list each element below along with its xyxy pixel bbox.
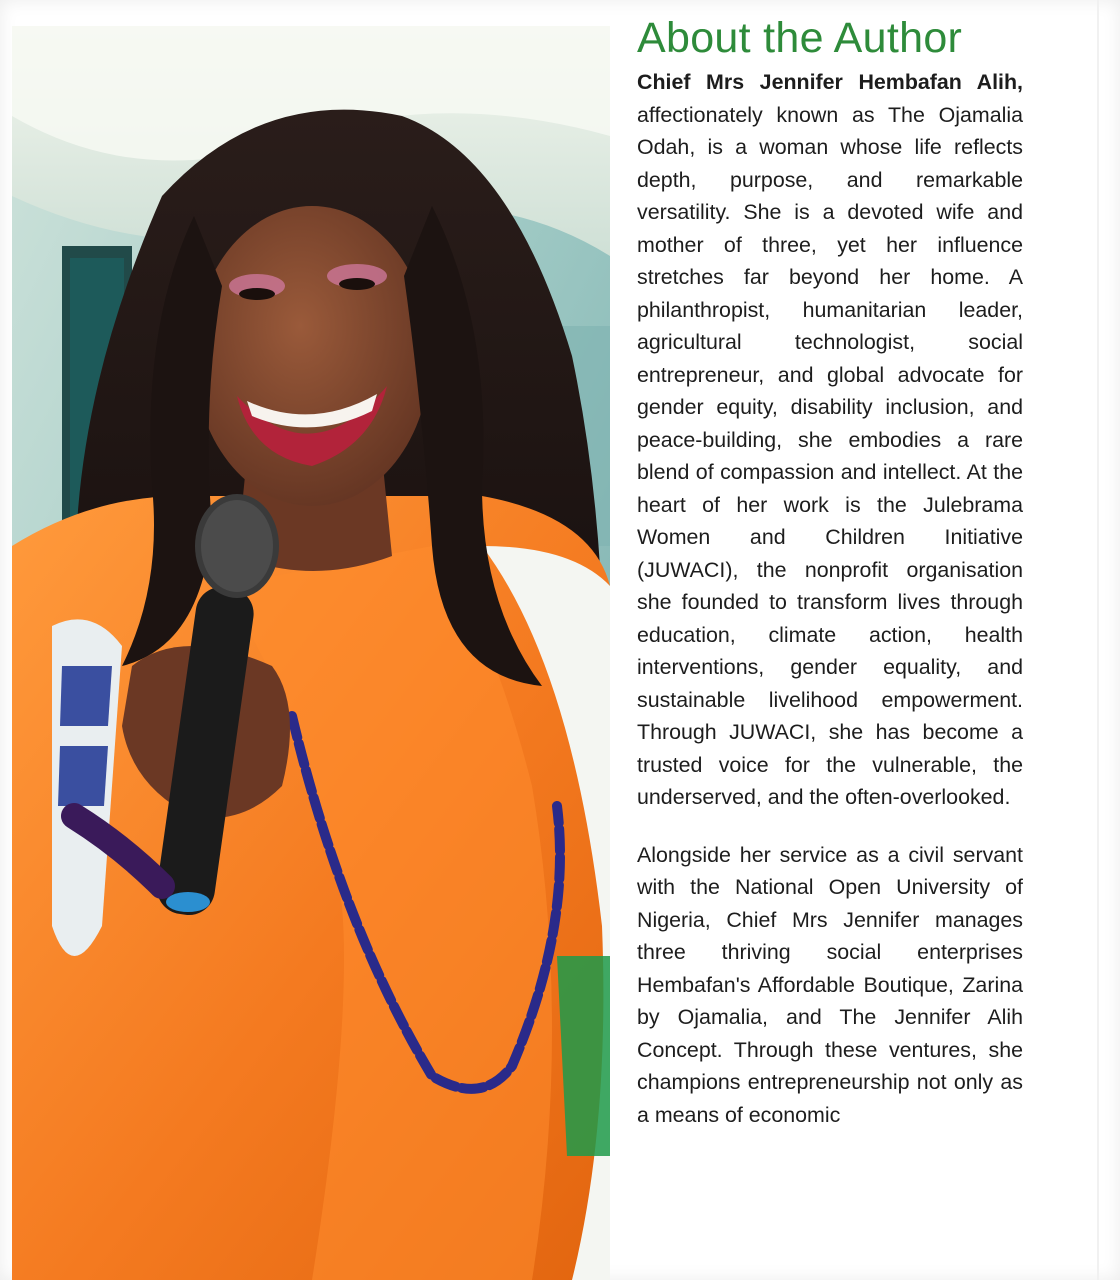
bio-paragraph-1-body: affectionately known as The Ojamalia Odah, is a woman whose life reflects depth, purpose, and remarkable versatility. She is a devoted wife and mother of three, yet her influence stretches far beyond her home. A philanthropist, humanitarian leader, agricultural technologist, social entrepreneur, and global advocate for gender equity, disability inclusion, and peace-building, she embodies a rare blend of compassion and intellect. At the heart of her work is the Julebrama Women and Children Initiative (JUWACI), the nonprofit organisation she founded to transform lives through education, climate action, health interventions, gender equality, and sustainable livelihood empowerment. Through JUWACI, she has become a trusted voice for the vulnerable, the underserved, and the often-overlooked. <box>637 102 1023 809</box>
about-author-column <box>637 10 1023 1131</box>
section-heading: About the Author <box>637 14 963 62</box>
bio-paragraph-2-body: Alongside her service as a civil servant with the National Open University of Nigeria, Chief Mrs Jennifer manages three thriving social enterprises Hembafan's Affordable Boutique, Zarina by Ojamalia, and The Jennifer Alih Concept. Through these ventures, she champions entrepreneurship not only as a means of economic <box>637 842 1023 1127</box>
page-edge-rule <box>1097 0 1099 1280</box>
portrait-illustration <box>12 26 610 1280</box>
author-portrait-photo <box>12 26 610 1280</box>
bio-paragraph-2 <box>637 839 1023 1132</box>
bio-paragraph-1 <box>637 66 1023 814</box>
author-name-lead: Chief Mrs Jennifer Hembafan Alih, <box>637 70 1023 94</box>
